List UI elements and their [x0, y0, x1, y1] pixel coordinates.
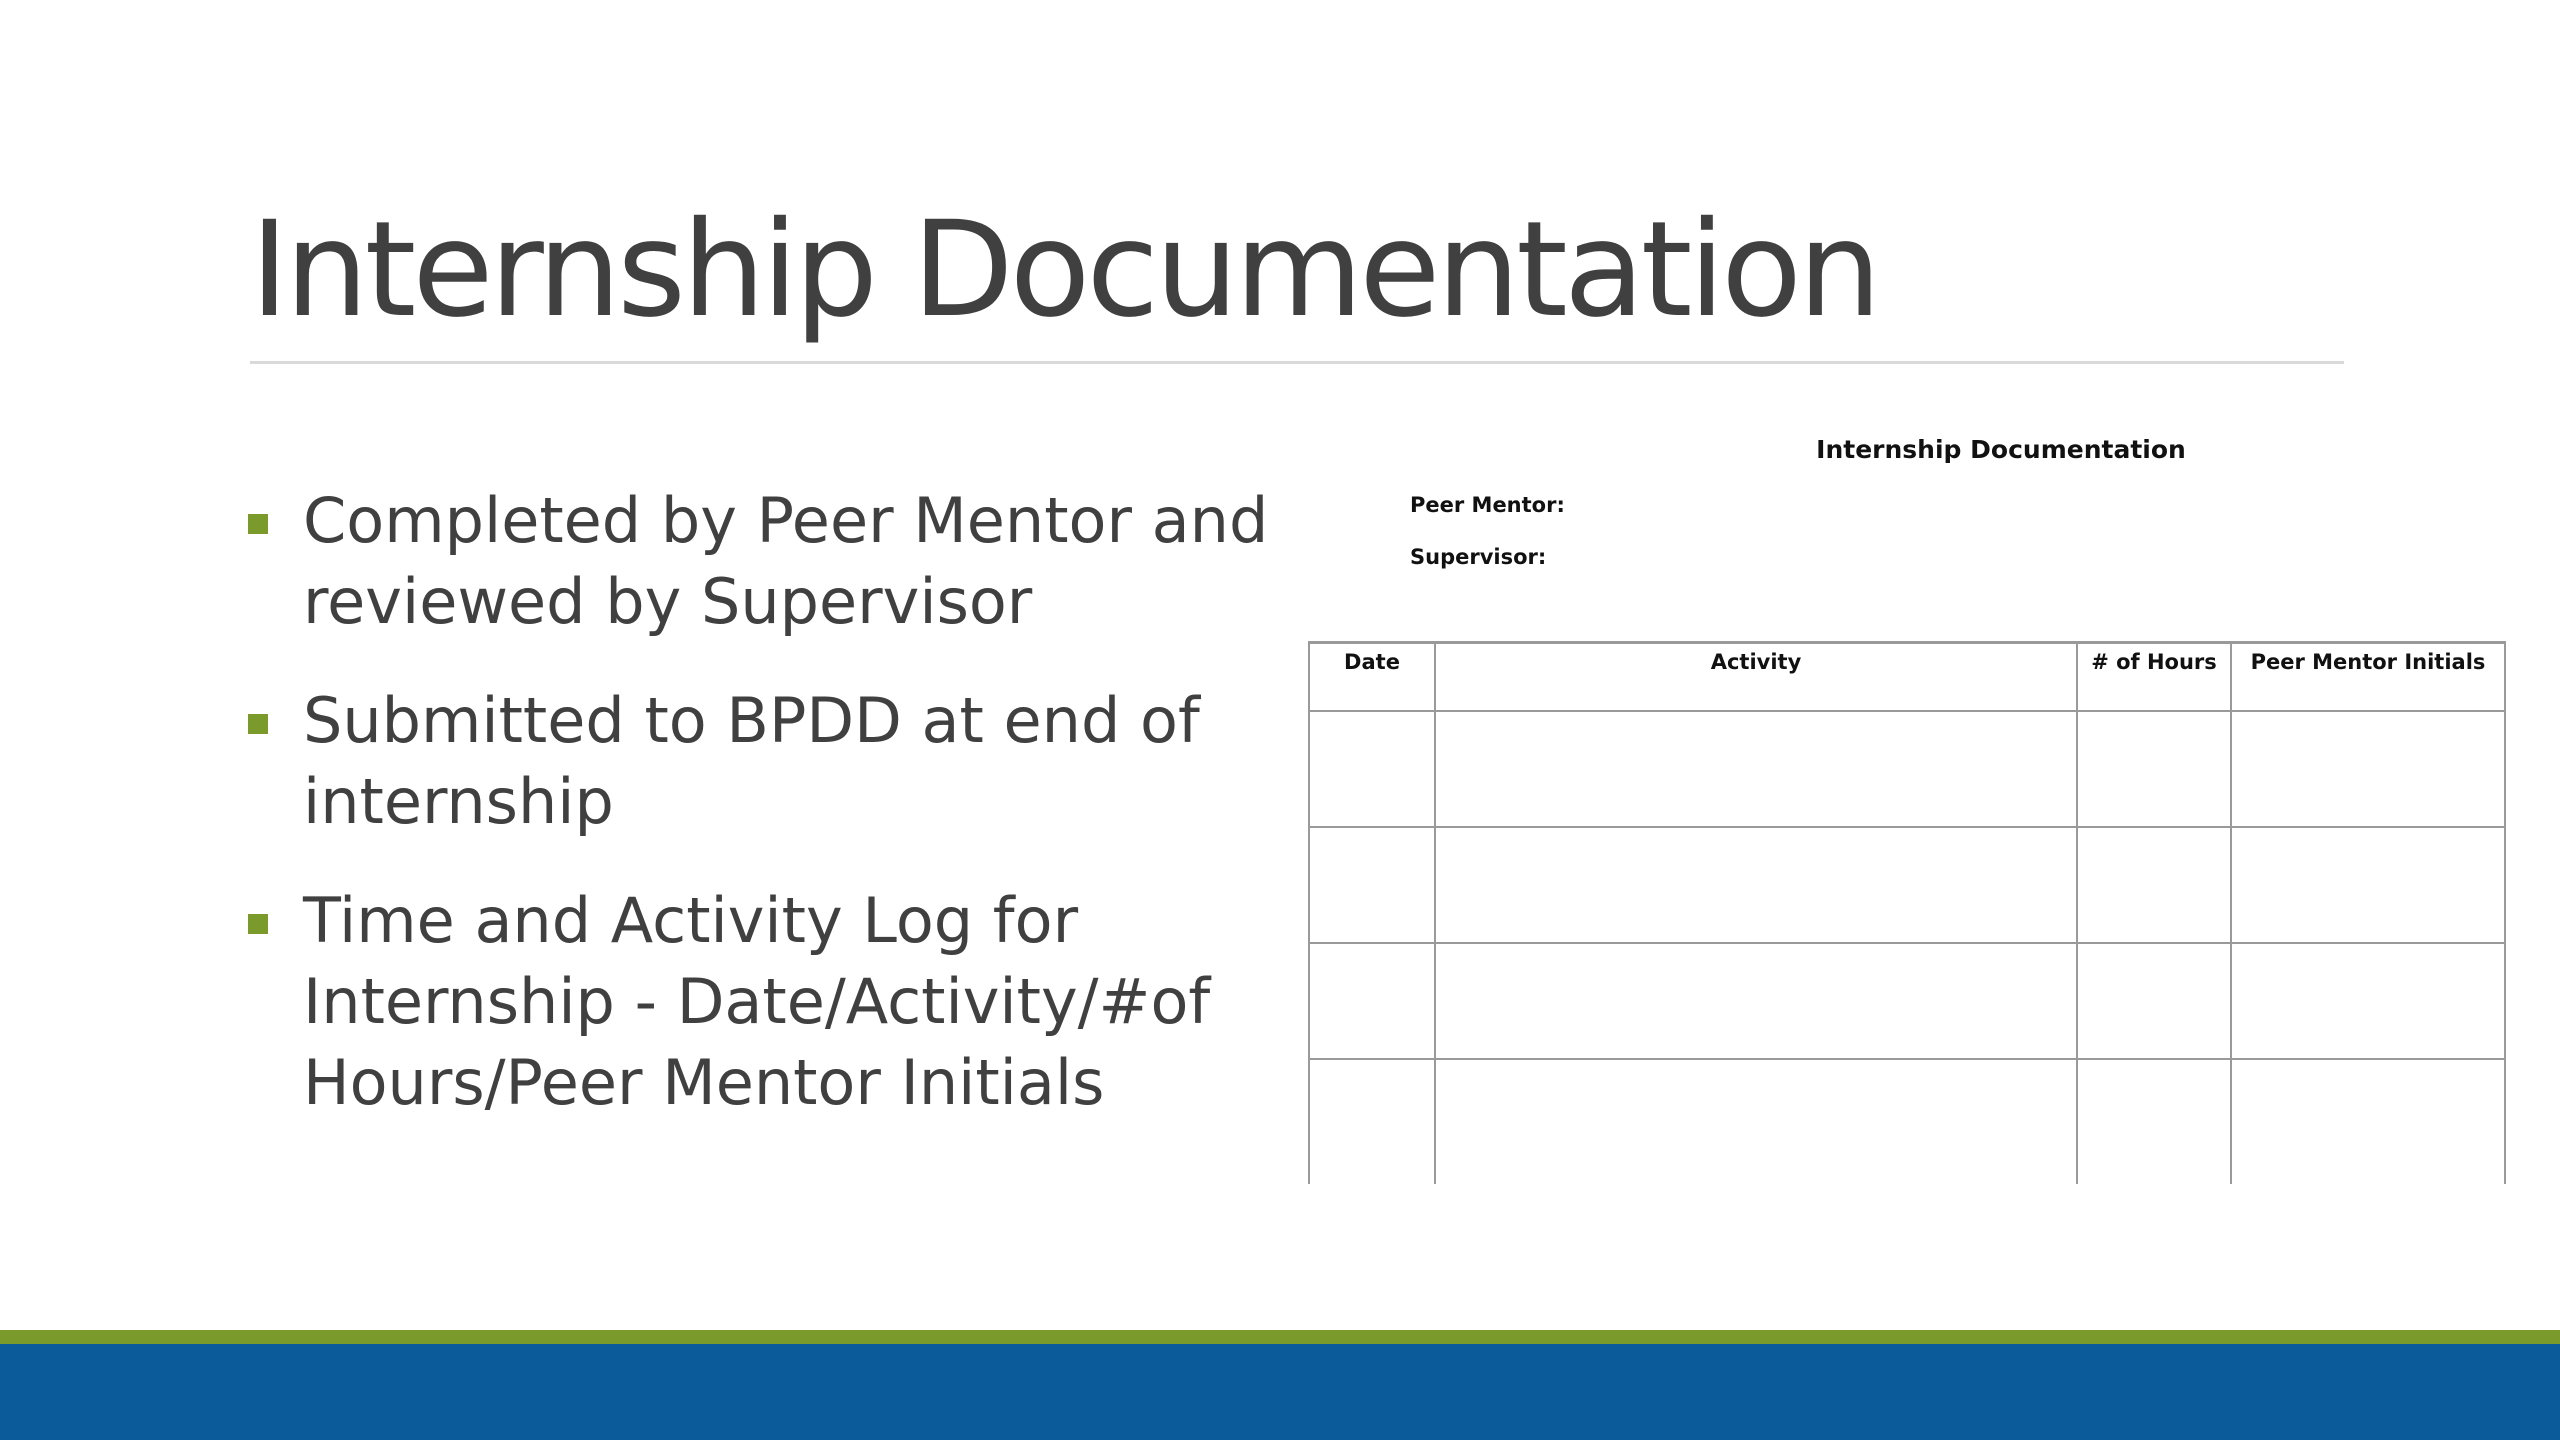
square-bullet-icon: [248, 714, 268, 734]
footer-accent-stripe: [0, 1330, 2560, 1344]
bullet-text: Completed by Peer Mentor and reviewed by Supervisor: [303, 484, 1269, 638]
peer-mentor-label: Peer Mentor:: [1410, 493, 1565, 517]
table-cell: [1309, 1059, 1435, 1184]
table-cell: [1309, 827, 1435, 943]
table-cell: [2077, 1059, 2231, 1184]
square-bullet-icon: [248, 514, 268, 534]
table-cell: [2231, 1059, 2505, 1184]
table-cell: [2077, 943, 2231, 1059]
table-row: [1309, 827, 2505, 943]
bullet-text: Time and Activity Log for Internship - Date/Activity/#of Hours/Peer Mentor Initials: [303, 884, 1211, 1119]
column-header-activity: Activity: [1435, 643, 2077, 712]
table-cell: [1435, 827, 2077, 943]
square-bullet-icon: [248, 914, 268, 934]
table-row: [1309, 1059, 2505, 1184]
column-header-initials: Peer Mentor Initials: [2231, 643, 2505, 712]
bullet-item: [245, 480, 1275, 642]
column-header-date: Date: [1309, 643, 1435, 712]
bullet-text: Submitted to BPDD at end of internship: [303, 684, 1200, 838]
slide-title: Internship Documentation: [250, 193, 1878, 347]
table-cell: [1435, 943, 2077, 1059]
table-cell: [2077, 827, 2231, 943]
table-cell: [2231, 943, 2505, 1059]
column-header-hours: # of Hours: [2077, 643, 2231, 712]
title-divider: [250, 361, 2344, 364]
table-cell: [1435, 711, 2077, 827]
table-cell: [1309, 711, 1435, 827]
documentation-form-image: [1308, 425, 2504, 1185]
table-cell: [2231, 711, 2505, 827]
activity-log-table: [1308, 641, 2506, 1184]
bullet-item: [245, 680, 1275, 842]
table-row: [1309, 943, 2505, 1059]
table-cell: [1309, 943, 1435, 1059]
table-cell: [2231, 827, 2505, 943]
bullet-list: [245, 480, 1275, 1161]
table-row: [1309, 711, 2505, 827]
footer-band: [0, 1344, 2560, 1440]
table-cell: [1435, 1059, 2077, 1184]
bullet-item: [245, 880, 1275, 1123]
form-title: Internship Documentation: [1816, 435, 2186, 464]
table-cell: [2077, 711, 2231, 827]
supervisor-label: Supervisor:: [1410, 545, 1547, 569]
table-header-row: [1309, 643, 2505, 712]
